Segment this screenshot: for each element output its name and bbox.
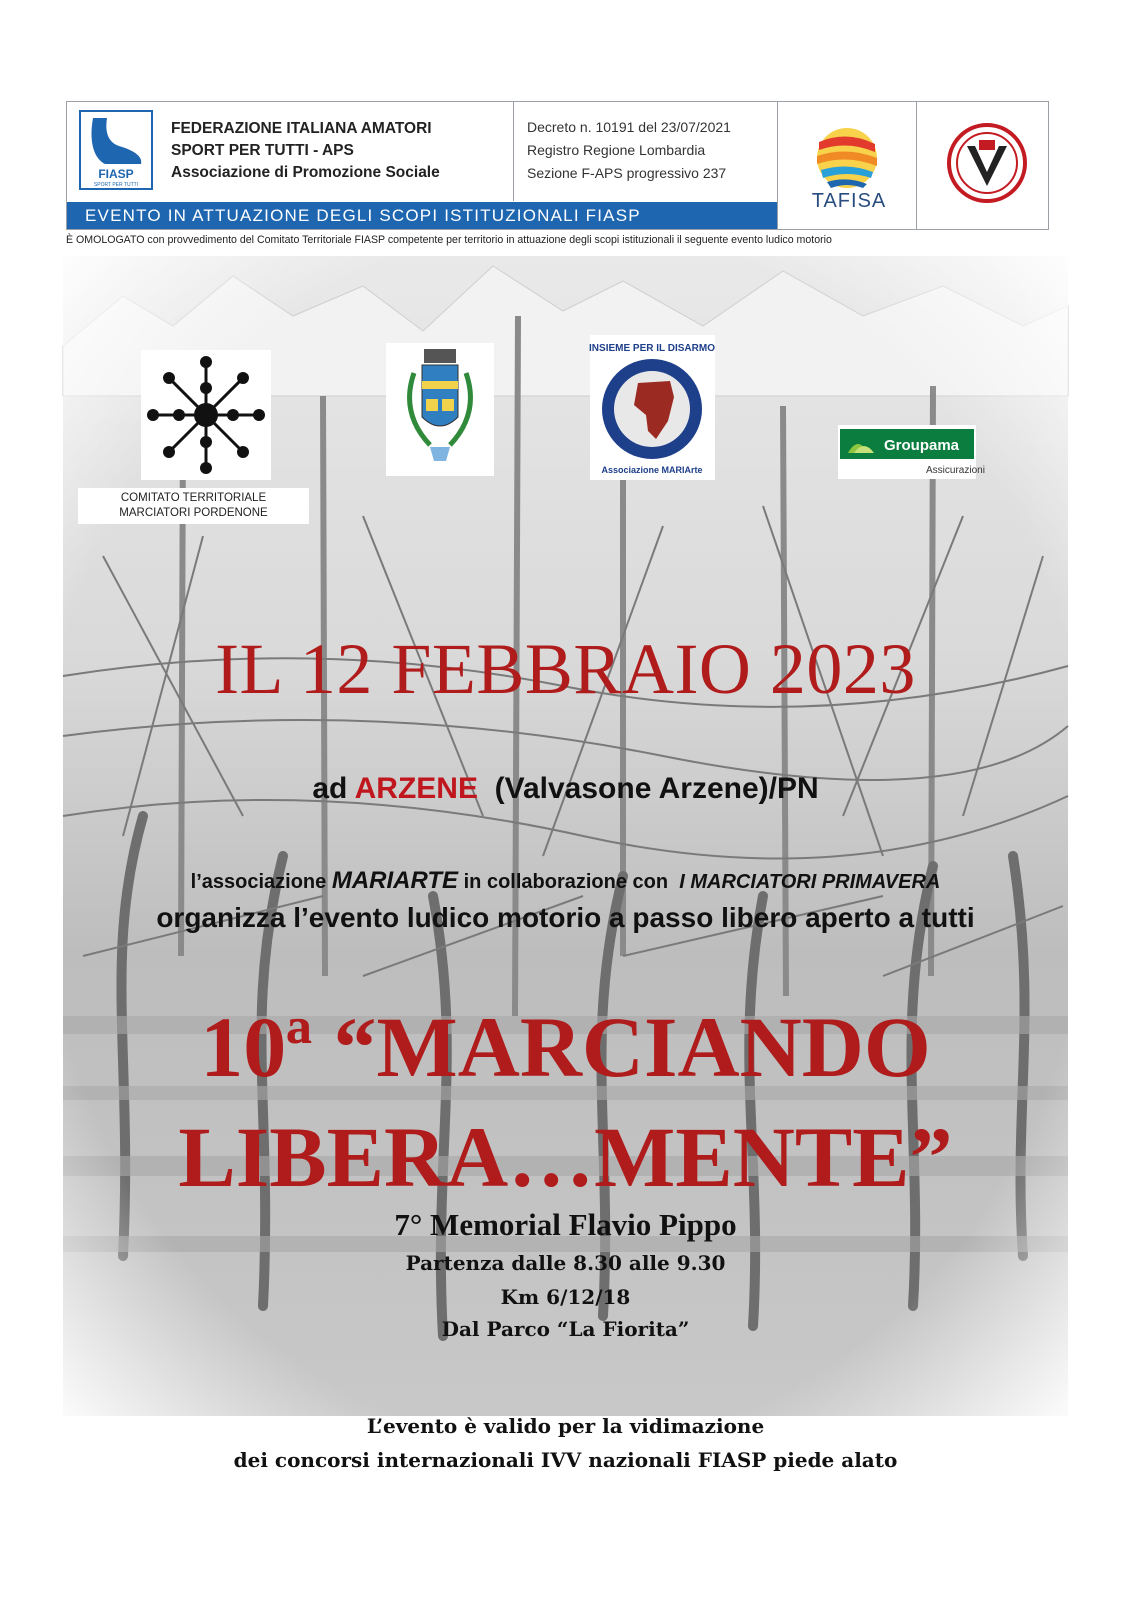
marciatori-caption-line-2: MARCIATORI PORDENONE: [119, 507, 268, 519]
distances: Km 6/12/18: [500, 1285, 631, 1309]
event-date: IL 12 FEBBRAIO 2023: [215, 629, 916, 709]
event-location: [0, 772, 1131, 806]
assoc-mid: in collaborazione con: [463, 871, 669, 893]
ivv-logo: [927, 120, 1047, 206]
start-time: Partenza dalle 8.30 alle 9.30: [405, 1251, 726, 1275]
marciatori-pordenone-logo: [141, 350, 271, 480]
decree-info: [527, 116, 731, 185]
event-title-line-2: LIBERA…MENTE”: [178, 1109, 953, 1205]
svg-text:Associazione MARIArte: Associazione MARIArte: [601, 465, 703, 475]
org-line-3: Associazione di Promozione Sociale: [171, 164, 440, 181]
org-line-2: SPORT PER TUTTI - APS: [171, 142, 354, 159]
marciatori-caption: [78, 488, 309, 524]
fiasp-foot-logo: [79, 110, 153, 190]
organizer-line: [0, 867, 1131, 895]
organizza-line: organizza l’evento ludico motorio a passo libero aperto a tutti: [156, 902, 975, 933]
tafisa-label: TAFISA: [811, 190, 887, 212]
svg-text:SPORT PER TUTTI: SPORT PER TUTTI: [93, 182, 139, 188]
fiasp-org-name: [171, 118, 440, 184]
memorial-line: 7° Memorial Flavio Pippo: [394, 1207, 737, 1242]
comune-coat-of-arms: [386, 343, 494, 476]
event-title-line-1: 10ª “MARCIANDO: [200, 999, 931, 1095]
decree-line-1: Decreto n. 10191 del 23/07/2021: [527, 119, 731, 135]
validity-line-2: dei concorsi internazionali IVV nazionali FIASP piede alato: [233, 1448, 898, 1472]
svg-text:Groupama: Groupama: [884, 437, 960, 454]
groupama-logo: [838, 425, 985, 479]
location-rest: (Valvasone Arzene)/PN: [494, 772, 819, 805]
marciatori-caption-line-1: COMITATO TERRITORIALE: [120, 492, 267, 504]
insieme-per-il-disarmo-logo: [590, 335, 715, 480]
svg-text:INSIEME PER IL DISARMO: INSIEME PER IL DISARMO: [589, 343, 715, 354]
decree-line-2: Registro Regione Lombardia: [527, 142, 706, 158]
header-divider: [777, 102, 778, 229]
groupama-mark-icon: [838, 425, 985, 479]
svg-text:Assicurazioni: Assicurazioni: [926, 465, 985, 476]
assoc-partner: I MARCIATORI PRIMAVERA: [679, 871, 941, 893]
location-prefix: ad: [312, 772, 348, 805]
header-divider: [513, 102, 514, 201]
header-divider: [916, 102, 917, 229]
decree-line-3: Sezione F-APS progressivo 237: [527, 165, 727, 181]
location-town: ARZENE: [354, 772, 478, 805]
start-place: Dal Parco “La Fiorita”: [441, 1317, 690, 1341]
svg-text:FIASP: FIASP: [98, 167, 134, 181]
org-line-1: FEDERAZIONE ITALIANA AMATORI: [171, 120, 432, 137]
validity-line-1: L’evento è valido per la vidimazione: [366, 1414, 765, 1438]
fiasp-header: [66, 101, 1049, 230]
assoc-name: MARIARTE: [331, 867, 459, 894]
assoc-prefix: l’associazione: [190, 871, 327, 893]
omologato-notice: È OMOLOGATO con provvedimento del Comitato Territoriale FIASP competente per territorio in attuazione degli scopi istituzionali il seguente evento ludico motorio: [66, 234, 832, 246]
header-banner: EVENTO IN ATTUAZIONE DEGLI SCOPI ISTITUZIONALI FIASP: [67, 202, 777, 229]
